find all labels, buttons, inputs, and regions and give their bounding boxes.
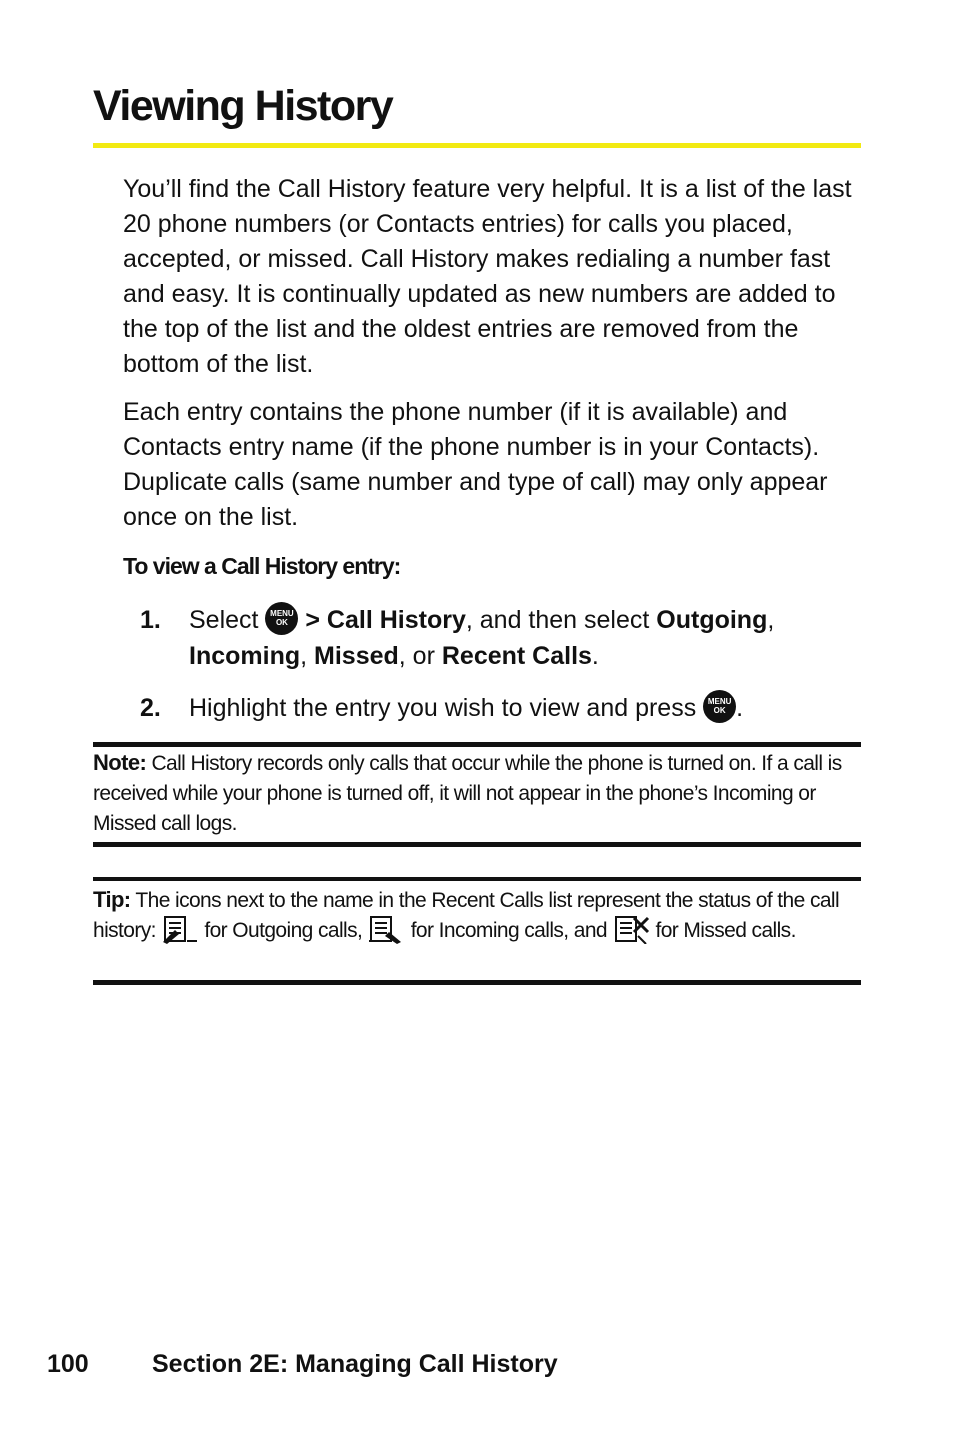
option-incoming: Incoming (189, 642, 301, 670)
note-box (93, 748, 861, 839)
step-number: 2. (140, 694, 161, 722)
note-text: Call History records only calls that occur while the phone is turned on. If a call is received while your phone is turned off, it will not appear in the phone’s Incoming or Missed call logs. (93, 752, 842, 835)
option-outgoing: Outgoing (656, 606, 768, 634)
page-title: Viewing History (93, 82, 393, 130)
intro-paragraph: You’ll find the Call History feature very helpful. It is a list of the last 20 phone numbers (or Contacts entries) for calls you placed, accepted, or missed. Call History makes redialing a number fast and easy. It is continually updated as new numbers are added to the top of the list and the oldest entries are removed from the bottom of the list. (123, 175, 852, 378)
tip-bottom-rule (93, 980, 861, 985)
page-number: 100 (47, 1350, 89, 1378)
note-top-rule (93, 742, 861, 747)
note-label: Note: (93, 750, 147, 775)
option-missed: Missed (314, 642, 399, 670)
step-text: Select MENU OK > Call History, and then select Outgoing, Incoming, Missed, or Recent Calls. (189, 602, 840, 674)
menu-ok-key-icon: MENU OK (703, 690, 736, 723)
step-number: 1. (140, 606, 161, 634)
tip-label: Tip: (93, 887, 131, 912)
tip-top-rule (93, 877, 861, 881)
title-underline (93, 143, 861, 148)
entry-paragraph: Each entry contains the phone number (if it is available) and Contacts entry name (if the phone number is in your Contacts). Duplicate calls (same number and type of call) may only appear once on the list. (123, 398, 828, 531)
procedure-heading: To view a Call History entry: (123, 553, 401, 579)
section-title: Section 2E: Managing Call History (152, 1350, 558, 1378)
menu-path: > Call History (305, 606, 466, 634)
step-text: Highlight the entry you wish to view and press MENU OK . (189, 690, 840, 726)
step-1 (140, 602, 840, 674)
outgoing-call-icon (161, 914, 199, 944)
missed-call-icon (612, 914, 650, 944)
incoming-call-icon (367, 914, 405, 944)
option-recent-calls: Recent Calls (441, 642, 592, 670)
menu-ok-key-icon: MENU OK (265, 602, 298, 635)
step-2 (140, 690, 840, 726)
tip-box: Tip: The icons next to the name in the Recent Calls list represent the status of the call history: for Outgoing calls, for Incoming calls, and for Missed calls. (93, 885, 861, 946)
note-bottom-rule (93, 842, 861, 847)
